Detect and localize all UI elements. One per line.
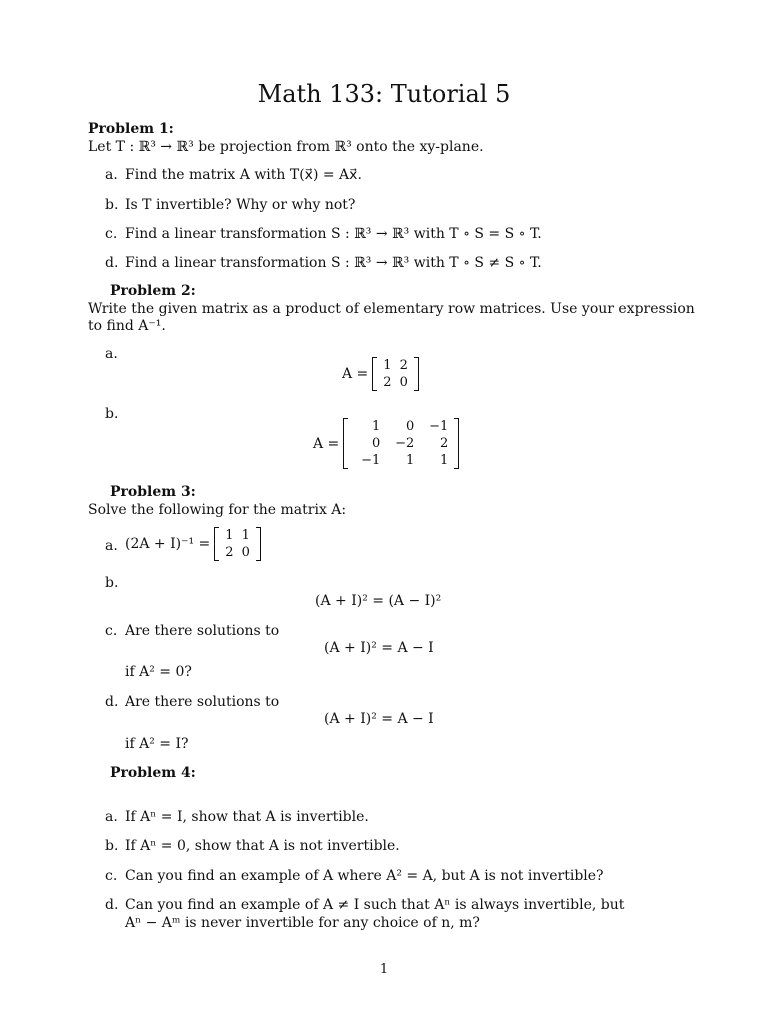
- matrix-cell: 2: [383, 375, 392, 390]
- matrix-cell: 1: [372, 419, 381, 434]
- problem-1a-label: a.: [105, 167, 118, 183]
- problem-2b-label: b.: [105, 406, 119, 422]
- problem-4d-text: Can you find an example of A ≠ I such that Aⁿ is always invertible, but: [125, 897, 625, 913]
- problem-1-intro: Let T : ℝ³ → ℝ³ be projection from ℝ³ onto the xy-plane.: [88, 139, 484, 155]
- problem-2-intro-line1: Write the given matrix as a product of elementary row matrices. Use your expression: [88, 301, 695, 317]
- problem-4b-text: If Aⁿ = 0, show that A is not invertible.: [125, 838, 400, 854]
- matrix-cell: −2: [395, 436, 415, 451]
- matrix-cell: 2: [440, 436, 449, 451]
- problem-3-heading: Problem 3:: [110, 484, 196, 500]
- problem-3c-condition: if A² = 0?: [125, 664, 192, 680]
- problem-2a-equation: [342, 357, 419, 391]
- matrix-cell: 2: [225, 545, 234, 560]
- problem-3d-text: Are there solutions to: [125, 694, 280, 710]
- problem-4a-label: a.: [105, 809, 118, 825]
- problem-2-heading: Problem 2:: [110, 283, 196, 299]
- matrix-cell: 1: [383, 358, 392, 373]
- problem-3-intro: Solve the following for the matrix A:: [88, 502, 347, 518]
- problem-3d-label: d.: [105, 694, 119, 710]
- problem-4a-text: If Aⁿ = I, show that A is invertible.: [125, 809, 369, 825]
- problem-1d-text: Find a linear transformation S : ℝ³ → ℝ³ with T ∘ S ≠ S ∘ T.: [125, 255, 542, 271]
- problem-2a-label: a.: [105, 346, 118, 362]
- problem-3c-label: c.: [105, 623, 118, 639]
- problem-3a-lhs: (2A + I)⁻¹ =: [125, 536, 211, 552]
- problem-1c-label: c.: [105, 226, 118, 242]
- problem-4b-label: b.: [105, 838, 119, 854]
- problem-3c-text: Are there solutions to: [125, 623, 280, 639]
- matrix-cell: 1: [241, 528, 250, 543]
- matrix-cell: −1: [361, 453, 381, 468]
- problem-3c-equation: (A + I)² = A − I: [324, 640, 434, 656]
- problem-3a-equation: [125, 527, 261, 561]
- problem-3b-equation: (A + I)² = (A − I)²: [315, 593, 442, 609]
- matrix-cell: 0: [406, 419, 415, 434]
- problem-2b-lhs: A =: [313, 435, 340, 452]
- matrix-cell: −1: [429, 419, 449, 434]
- problem-2-intro-line2: to find A⁻¹.: [88, 318, 166, 334]
- problem-4-heading: Problem 4:: [110, 765, 196, 781]
- problem-3b-label: b.: [105, 575, 119, 591]
- problem-3a-label: a.: [105, 538, 118, 554]
- matrix-2a: [372, 357, 419, 391]
- page-number: 1: [379, 962, 389, 977]
- problem-2a-lhs: A =: [342, 366, 369, 382]
- problem-1c-text: Find a linear transformation S : ℝ³ → ℝ³ with T ∘ S = S ∘ T.: [125, 226, 542, 242]
- matrix-2b: [343, 418, 459, 469]
- problem-4c-label: c.: [105, 868, 118, 884]
- matrix-cell: 1: [225, 528, 234, 543]
- problem-1d-label: d.: [105, 255, 119, 271]
- problem-1b-label: b.: [105, 197, 119, 213]
- problem-1-heading: Problem 1:: [88, 121, 174, 137]
- matrix-cell: 0: [372, 436, 381, 451]
- problem-2b-equation: [313, 418, 459, 469]
- matrix-cell: 1: [440, 453, 449, 468]
- problem-4c-text: Can you find an example of A where A² = A, but A is not invertible?: [125, 868, 604, 884]
- page-title: Math 133: Tutorial 5: [257, 80, 511, 108]
- matrix-cell: 0: [241, 545, 250, 560]
- problem-1b-text: Is T invertible? Why or why not?: [125, 197, 356, 213]
- problem-3d-equation: (A + I)² = A − I: [324, 711, 434, 727]
- problem-4d-label: d.: [105, 897, 119, 913]
- matrix-cell: 1: [406, 453, 415, 468]
- problem-1a-text: Find the matrix A with T(x⃗) = Ax⃗.: [125, 167, 362, 183]
- matrix-cell: 0: [399, 375, 408, 390]
- matrix-cell: 2: [399, 358, 408, 373]
- problem-3d-condition: if A² = I?: [125, 736, 189, 752]
- matrix-3a: [214, 527, 261, 561]
- problem-4d-text-line2: Aⁿ − Aᵐ is never invertible for any choice of n, m?: [125, 915, 480, 931]
